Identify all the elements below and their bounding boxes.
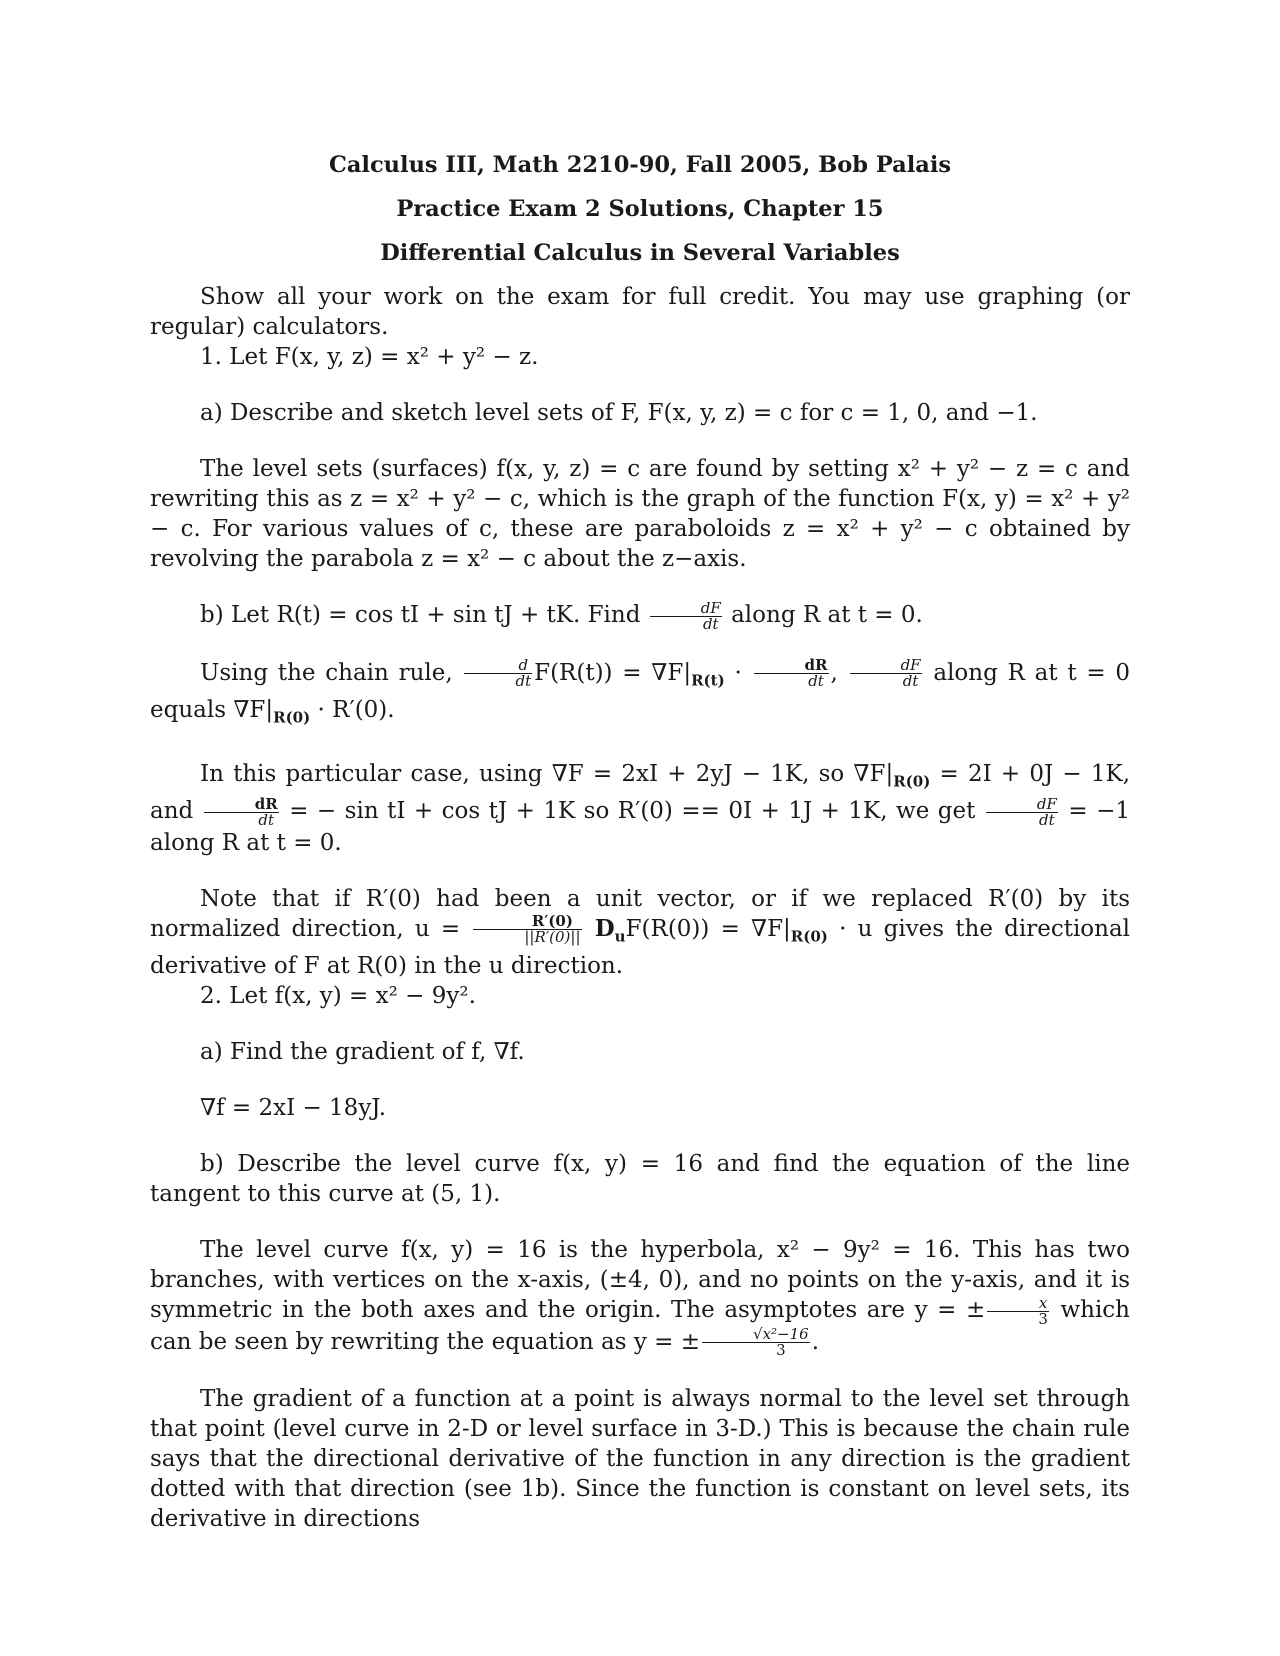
hyperbola-rewrite: which can be seen by rewriting the equation as y = ±: [150, 1297, 1130, 1355]
fraction-dF-dt-3: $\frac{dF}{dt}$: [986, 797, 1058, 828]
problem-1-statement: 1. Let F(x, y, z) = x² + y² − z.: [200, 344, 539, 370]
particular-case-paragraph: [150, 759, 1130, 858]
exam-title: Practice Exam 2 Solutions, Chapter 15: [396, 196, 884, 222]
problem-2-statement: 2. Let f(x, y) = x² − 9y².: [200, 983, 476, 1010]
directional-derivative-D: D: [594, 914, 615, 942]
document-page: [150, 150, 1130, 1534]
hyperbola-description: The level curve f(x, y) = 16 is the hyperbola, x² − 9y² = 16. This has two branches, with vertices on the x-axis, (±4, 0), and no points on the y-axis, and it is symmetric in the both axes and the origin. The asymptotes are y = ±: [150, 1237, 1130, 1324]
subscript-R0: R(0): [273, 708, 311, 727]
chain-rule-tail: R′(0).: [332, 697, 395, 724]
problem-2b-answer: The level curve f(x, y) = 16 is the hyperbola, x² − 9y² = 16. This has two branches, with vertices on the x-axis, (±4, 0), and no points on the y-axis, and it is symmetric in the both axes and the origin. The asymptotes are y = ± $\frac{x}{3}$ which can be seen by rewriting the equation as y = ± $\frac{\text{√x²−16}}{3}$ .: [150, 1237, 1130, 1360]
chain-rule-along: along R at t = 0 equals ∇F|: [150, 659, 1131, 724]
problem-1b-question: [150, 600, 1130, 632]
fraction-unit-vector: $\frac{R'(0)}{||R'(0)||}$: [473, 914, 581, 945]
fraction-x-over-3: $\frac{x}{3}$: [987, 1296, 1049, 1327]
fraction-sqrt: $\frac{\text{√x²−16}}{3}$: [702, 1327, 810, 1358]
instructions: [150, 282, 1130, 342]
problem-2a-answer: ∇f = 2xI − 18yJ.: [200, 1095, 387, 1122]
note-text-end: · u gives the directional derivative of F at R(0) in the u direction.: [150, 915, 1131, 980]
chapter-title: Differential Calculus in Several Variables: [380, 240, 900, 266]
particular-derivative: = − sin tI + cos tJ + 1K so R′(0) == 0I + 1J + 1K, we get: [289, 798, 976, 825]
fraction-dF-dt-2: $\frac{dF}{dt}$: [850, 658, 922, 689]
chain-rule-intro: Using the chain rule,: [200, 659, 453, 686]
fraction-dR-dt-2: $\frac{dR}{dt}$: [204, 797, 279, 828]
course-title: Calculus III, Math 2210-90, Fall 2005, Bob Palais: [328, 152, 952, 178]
instructions-line-1: Show all your work on the exam for full credit. You may use graphing (or regular): [150, 284, 1130, 340]
chain-rule-paragraph: Using the chain rule, $\frac{d}{dt}$ $F(R(t)) = \nabla F|_{R(t)}$ · $\frac{dR}{dt}$ , $\frac{dF}{dt}$ along R at t = 0 equals $\nabla F|_{R(0)} \cdot R'(0)$.: [150, 656, 1131, 727]
problem-1b-text-start: b) Let R(t) = cos tI + sin tJ + tK. Find: [200, 602, 641, 628]
particular-result: = −1 along R at t = 0.: [150, 798, 1131, 856]
problem-2a-question: a) Find the gradient of f, ∇f.: [200, 1039, 525, 1066]
problem-1a-answer: The level sets (surfaces) f(x, y, z) = c are found by setting x² + y² − z = c and rewriting this as z = x² + y² − c, which is the graph of the function F(x, y) = x² + y² − c. For various values of c, these are paraboloids z = x² + y² − c obtained by revolving the parabola z = x² − c about the z−axis.: [150, 456, 1130, 572]
note-text-mid: F(R(0)) = ∇F|: [625, 915, 791, 942]
problem-1b-text-end: along R at t = 0.: [731, 602, 923, 628]
fraction-dF-dt: $\frac{dF}{dt}$: [650, 601, 722, 632]
problem-1a-question: a) Describe and sketch level sets of F, F(x, y, z) = c for c = 1, 0, and −1.: [200, 400, 1038, 426]
subscript-R0-3: R(0): [790, 927, 828, 946]
note-paragraph: [150, 884, 1130, 982]
particular-gradient-value: = 2I + 0J − 1K, and: [150, 760, 1131, 825]
subscript-Rt: R(t): [691, 671, 725, 690]
subscript-u: u: [614, 927, 626, 946]
fraction-dR-dt: $\frac{dR}{dt}$: [754, 658, 829, 689]
instructions-line-2: calculators.: [252, 314, 389, 340]
note-text-start: Note that if R′(0) had been a unit vector, or if we replaced R′(0) by its normalized direction, u =: [150, 885, 1130, 942]
gradient-normal-paragraph: The gradient of a function at a point is always normal to the level set through that point (level curve in 2-D or level surface in 3-D.) This is because the chain rule says that the directional derivative of the function in any direction is the gradient dotted with that direction (see 1b). Since the function is constant on level sets, its derivative in directions: [150, 1386, 1130, 1533]
problem-2b-question: b) Describe the level curve f(x, y) = 16 and find the equation of the line tangent to this curve at (5, 1).: [150, 1151, 1130, 1208]
subscript-R0-2: R(0): [893, 772, 931, 791]
chain-rule-gradient: F(R(t)) = ∇F|: [534, 659, 692, 686]
particular-gradient: In this particular case, using ∇F = 2xI + 2yJ − 1K, so ∇F|: [200, 760, 894, 787]
fraction-d-dt: $\frac{d}{dt}$: [464, 658, 532, 689]
